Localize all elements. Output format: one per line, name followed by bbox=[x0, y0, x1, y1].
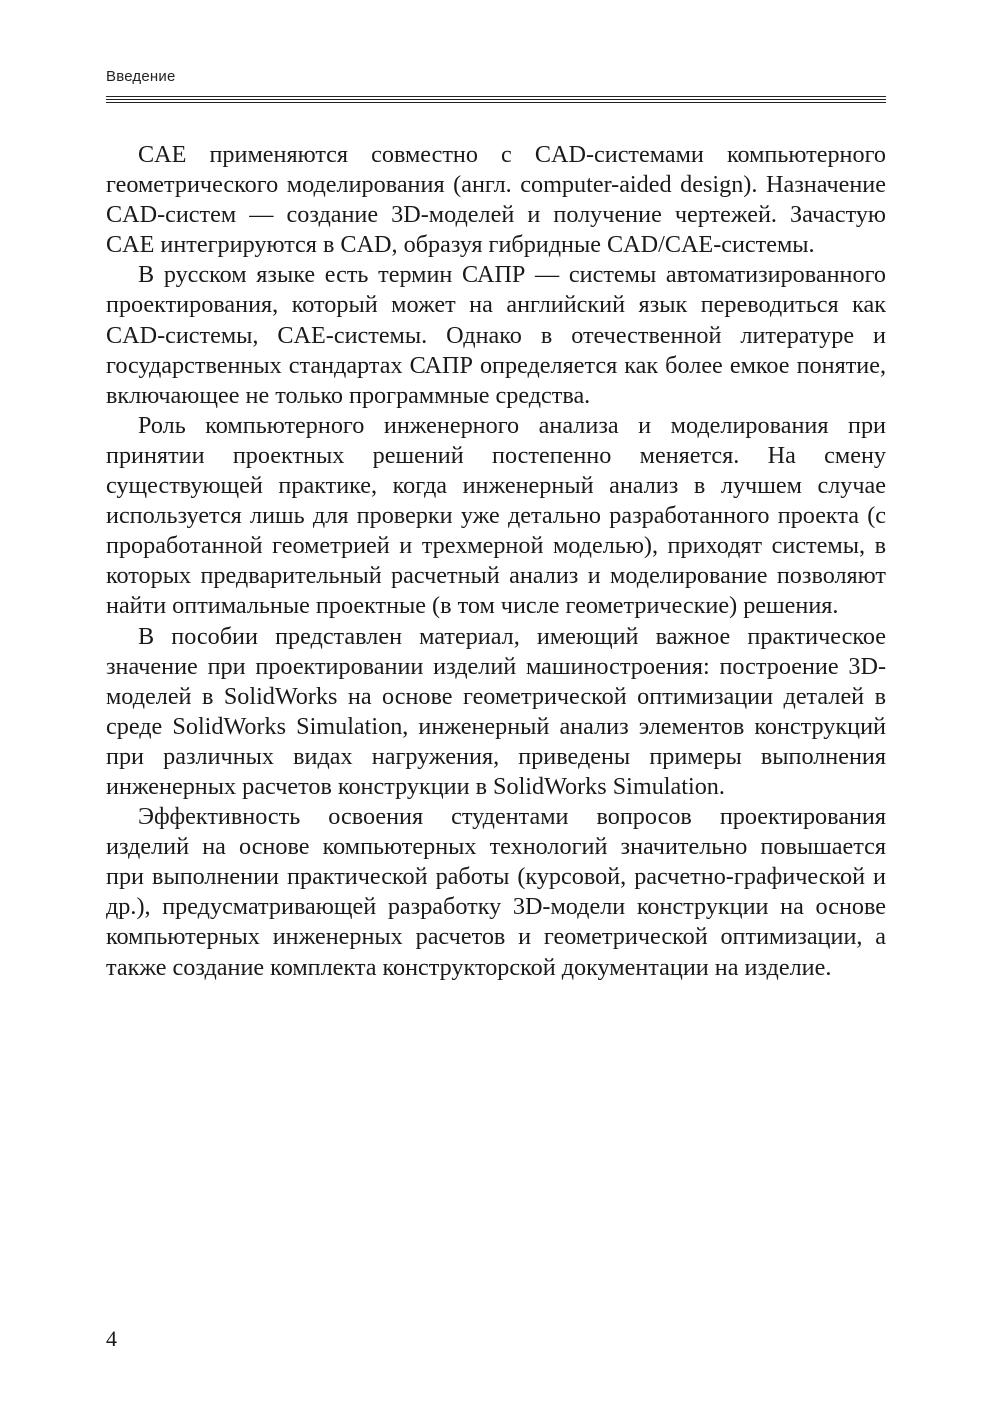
running-title: Введение bbox=[106, 68, 176, 85]
header-rule-bottom bbox=[106, 102, 886, 103]
header-rule-top bbox=[106, 96, 886, 97]
paragraph-textbook-content: В пособии представлен материал, имеющий важное практическое значение при проектировании изделий машиностроения: построение 3D-моделей в SolidWorks на основе геометрической оптимизации деталей в среде SolidWorks Simulation, инженерный анализ элементов конструкций при различных видах нагружения, приведены примеры выполнения инженерных расчетов конструкции в SolidWorks Simulation. bbox=[106, 622, 886, 800]
paragraph-analysis-role: Роль компьютерного инженерного анализа и моделирования при принятии проектных решений постепенно меняется. На смену существующей практике, когда инженерный анализ в лучшем случае используется лишь для проверки уже детально разработанного проекта (с проработанной геометрией и трехмерной моделью), приходят системы, в которых предварительный расчетный анализ и моделирование позволяют найти оптимальные проектные (в том числе геометрические) решения. bbox=[106, 411, 886, 620]
body-text bbox=[106, 140, 886, 983]
page-number: 4 bbox=[106, 1326, 117, 1351]
paragraph-student-efficiency: Эффективность освоения студентами вопросов проектирования изделий на основе компьютерных технологий значительно повышается при выполнении практической работы (курсовой, расчетно-графической и др.), предусматривающей разработку 3D-модели конструкции на основе компьютерных инженерных расчетов и геометрической оптимизации, а также создание комплекта конструкторской документации на изделие. bbox=[106, 803, 886, 981]
header-rule-middle bbox=[106, 99, 886, 100]
paragraph-sapr-term: В русском языке есть термин САПР — системы автоматизированного проектирования, который может на английский язык переводиться как CAD-системы, CAE-системы. Однако в отечественной литературе и государственных стандартах САПР определяется как более емкое понятие, включающее не только программные средства. bbox=[106, 261, 886, 409]
paragraph-cae-cad: CAE применяются совместно с CAD-системами компьютерного геометрического моделирования (англ. computer-aided design). Назначение CAD-систем — создание 3D-моделей и получение чертежей. Зачастую CAE интегрируются в CAD, образуя гибридные CAD/CAE-системы. bbox=[106, 141, 886, 259]
